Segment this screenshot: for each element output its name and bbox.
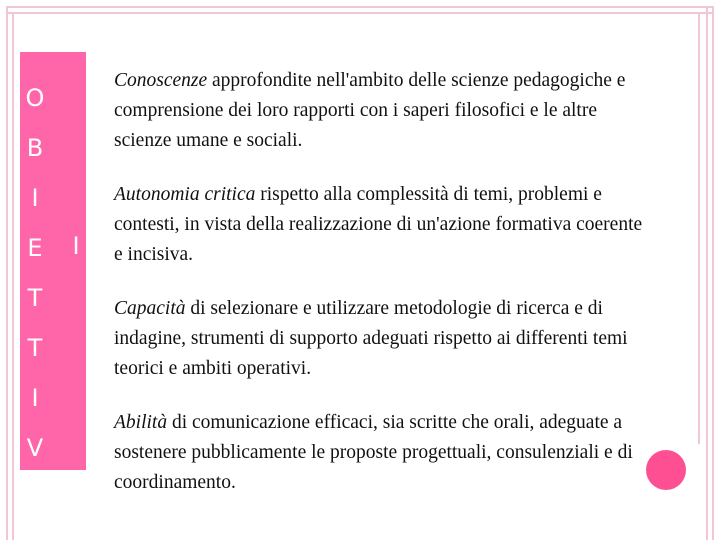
- border-right-accent: [698, 14, 700, 444]
- side-letter-extra: I: [72, 232, 80, 260]
- decorative-circle: [646, 450, 686, 490]
- objective-lead: Capacità: [114, 298, 186, 319]
- objective-text: approfondite nell'ambito delle scienze pedagogiche e comprensione dei loro rapporti con i saperi filosofici e le altre scienze umane e sociali.: [114, 70, 626, 151]
- objectives-list: [114, 66, 644, 522]
- border-left-outer: [6, 6, 8, 540]
- border-left-inner: [12, 12, 14, 540]
- objective-paragraph: [114, 294, 644, 384]
- objective-text: di comunicazione efficaci, sia scritte che orali, adeguate a sostenere pubblicamente le proposte progettuali, consulenziali e di coordinamento.: [114, 412, 633, 493]
- objective-lead: Autonomia critica: [114, 184, 256, 205]
- side-letter: I: [31, 384, 39, 412]
- side-letter: T: [27, 334, 43, 362]
- side-letter: V: [26, 434, 44, 462]
- objective-paragraph: [114, 180, 644, 270]
- side-letter: I: [31, 184, 39, 212]
- objective-lead: Conoscenze: [114, 70, 208, 91]
- border-right-inner: [706, 6, 708, 540]
- side-letter: O: [25, 84, 45, 112]
- border-top-inner: [6, 12, 714, 14]
- border-right-outer: [712, 6, 714, 540]
- objective-lead: Abilità: [114, 412, 168, 433]
- objective-text: di selezionare e utilizzare metodologie di ricerca e di indagine, strumenti di supporto adeguati rispetto ai differenti temi teorici e ambiti operativi.: [114, 298, 628, 379]
- side-letter: T: [27, 284, 43, 312]
- objective-paragraph: [114, 66, 644, 156]
- side-letter: B: [26, 134, 44, 162]
- side-letter: E: [27, 234, 43, 262]
- border-top-outer: [6, 6, 714, 8]
- objective-paragraph: [114, 408, 644, 498]
- objective-text: rispetto alla complessità di temi, problemi e contesti, in vista della realizzazione di un'azione formativa coerente e incisiva.: [114, 184, 643, 265]
